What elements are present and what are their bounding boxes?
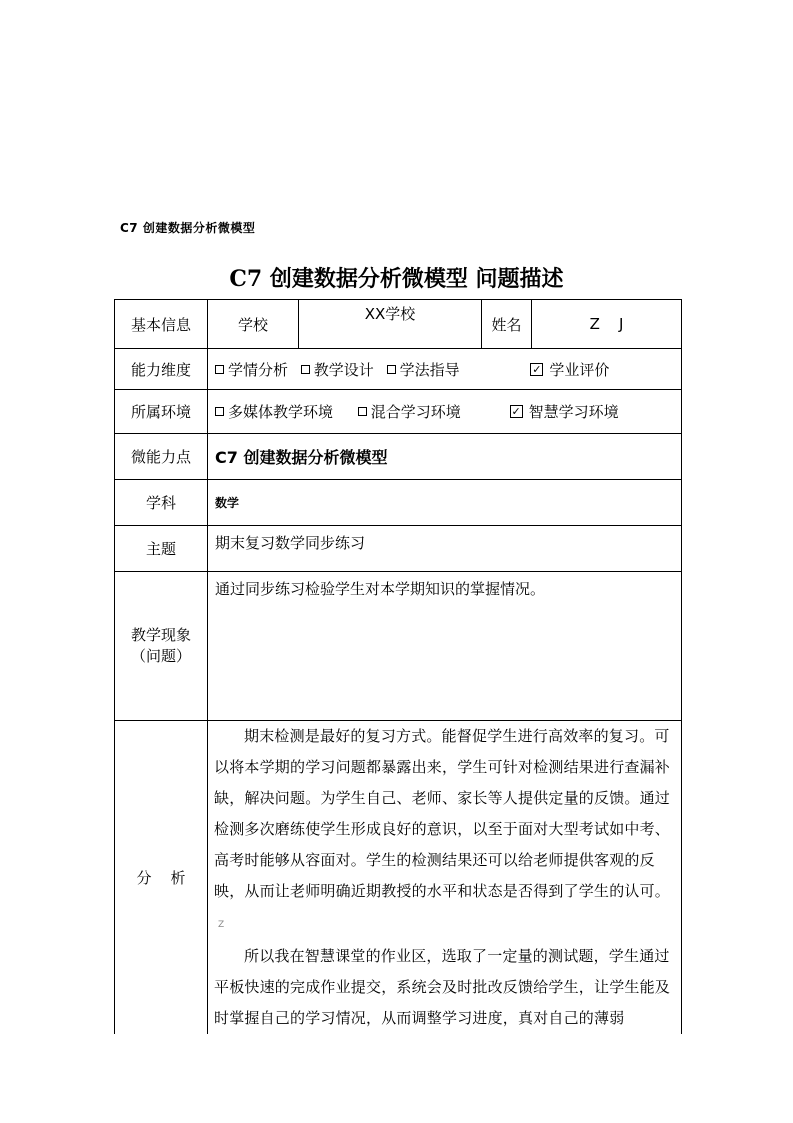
basic-info-label: 基本信息 xyxy=(115,300,208,349)
environment-options xyxy=(208,390,682,434)
ability-option-academic-evaluation[interactable]: ✓ 学业评价 xyxy=(532,360,610,379)
ability-options xyxy=(208,349,682,390)
name-value: Z J xyxy=(532,300,682,349)
name-label: 姓名 xyxy=(482,300,532,349)
analysis-label: 分 析 xyxy=(115,721,208,1035)
checked-box-icon: ✓ xyxy=(532,362,542,376)
phenomenon-row xyxy=(115,572,682,721)
skill-label: 微能力点 xyxy=(115,434,208,480)
empty-box-icon xyxy=(215,407,224,416)
empty-box-icon xyxy=(358,407,367,416)
ability-row xyxy=(115,349,682,390)
analysis-row xyxy=(115,721,682,1035)
env-option-blended[interactable]: 混合学习环境 xyxy=(358,401,461,422)
school-label: 学校 xyxy=(208,300,299,349)
analysis-content xyxy=(208,721,682,1035)
header-label: C7 创建数据分析微模型 xyxy=(120,221,256,235)
subject-row xyxy=(115,480,682,526)
skill-row xyxy=(115,434,682,480)
topic-row xyxy=(115,526,682,572)
analysis-paragraph-2: 所以我在智慧课堂的作业区，选取了一定量的测试题，学生通过平板快速的完成作业提交，系统会及时批改反馈给学生，让学生能及时掌握自己的学习情况，从而调整学习进度，真对自己的薄弱 xyxy=(214,947,671,1027)
environment-label: 所属环境 xyxy=(115,390,208,434)
ability-option-teaching-design[interactable]: 教学设计 xyxy=(301,359,374,380)
empty-box-icon xyxy=(387,365,396,374)
subject-label: 学科 xyxy=(115,480,208,526)
topic-label: 主题 xyxy=(115,526,208,572)
env-option-multimedia[interactable]: 多媒体教学环境 xyxy=(215,401,333,422)
school-value: XX学校 xyxy=(299,300,482,349)
ability-option-study-guidance[interactable]: 学法指导 xyxy=(387,359,460,380)
document-title: C7 创建数据分析微模型 问题描述 xyxy=(229,266,564,292)
phenomenon-label: 教学现象 （问题） xyxy=(115,572,208,721)
environment-row xyxy=(115,390,682,434)
analysis-paragraph-1: 期末检测是最好的复习方式。能督促学生进行高效率的复习。可以将本学期的学习问题都暴露出来，学生可针对检测结果进行查漏补缺，解决问题。为学生自己、老师、家长等人提供定量的反馈。通过检测多次磨练使学生形成良好的意识，以至于面对大型考试如中考、高考时能够从容面对。学生的检测结果还可以给老师提供客观的反映，从而让老师明确近期教授的水平和状态是否得到了学生的认可。Z xyxy=(214,727,671,930)
checked-box-icon: ✓ xyxy=(511,405,521,418)
phenomenon-value: 通过同步练习检验学生对本学期知识的掌握情况。 xyxy=(208,572,682,721)
subject-value: 数学 xyxy=(208,480,682,526)
topic-value: 期末复习数学同步练习 xyxy=(208,526,682,572)
analysis-mark: Z xyxy=(218,920,225,930)
skill-value: C7 创建数据分析微模型 xyxy=(208,434,682,480)
problem-description-table xyxy=(114,299,682,1034)
empty-box-icon xyxy=(215,365,224,374)
basic-info-row xyxy=(115,300,682,349)
empty-box-icon xyxy=(301,365,310,374)
ability-option-learning-analysis[interactable]: 学情分析 xyxy=(215,359,288,380)
env-option-smart[interactable]: ✓ 智慧学习环境 xyxy=(511,403,619,421)
ability-label: 能力维度 xyxy=(115,349,208,390)
